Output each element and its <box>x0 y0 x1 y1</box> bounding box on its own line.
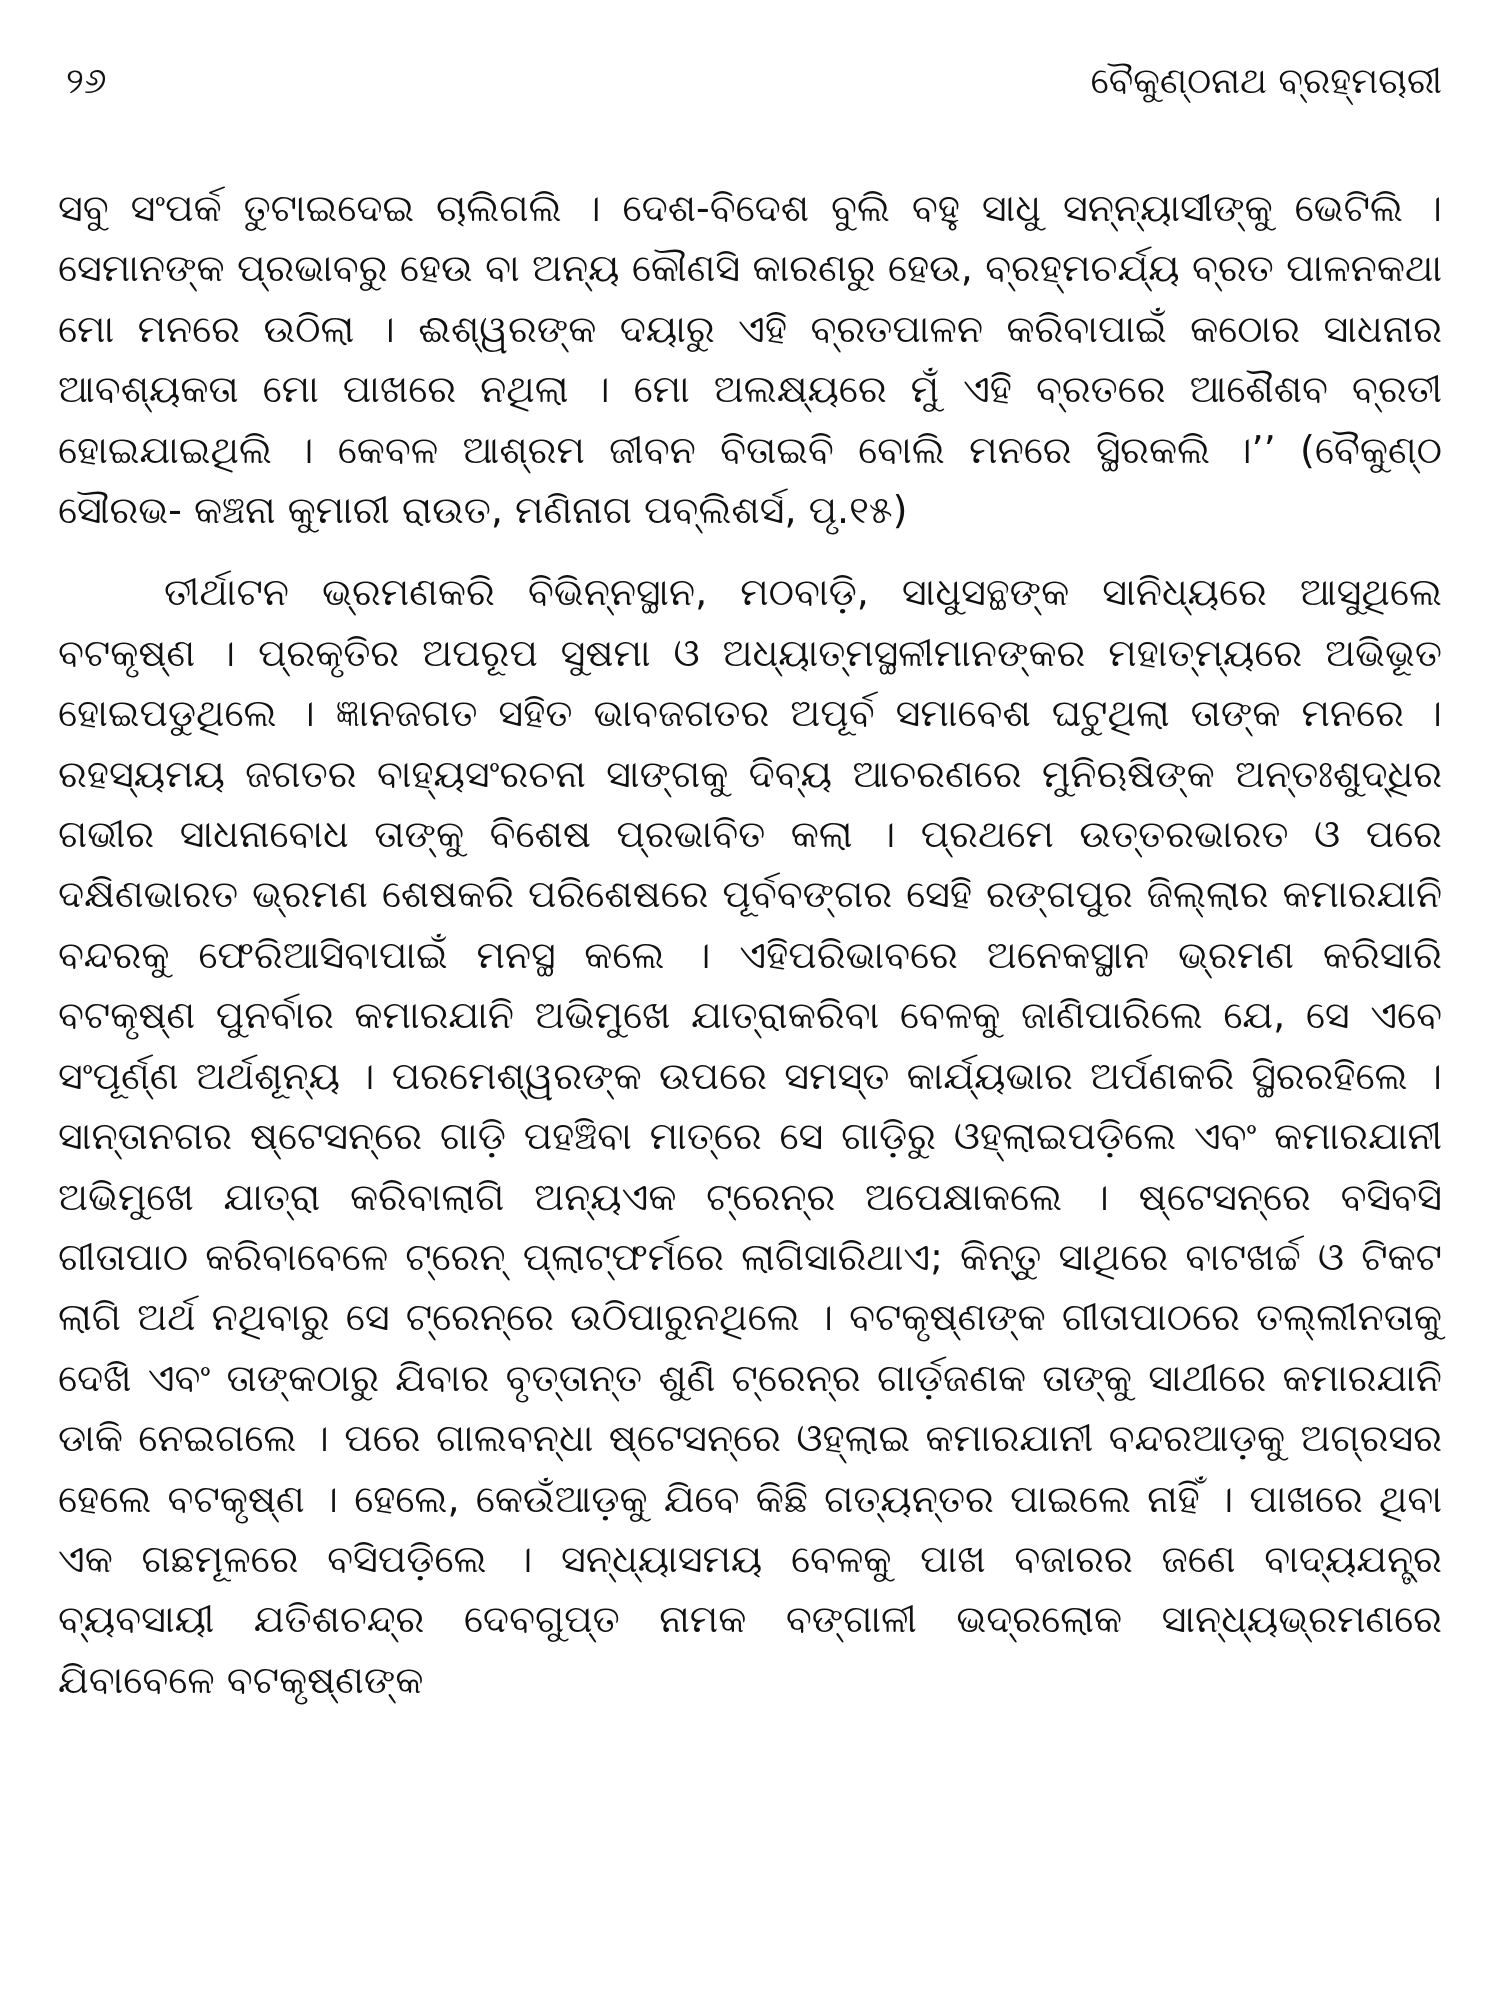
page-number: ୨୬ <box>66 61 107 102</box>
book-title: ବୈକୁଣ୍ଠନାଥ ବ୍ରହ୍ମଚାରୀ <box>1090 61 1442 102</box>
paragraph-pilgrimage: ତୀର୍ଥାଟନ ଭ୍ରମଣକରି ବିଭିନ୍ନସ୍ଥାନ, ମଠବାଡ଼ି, ସାଧୁସନ୍ଥଙ୍କ ସାନିଧ୍ୟରେ ଆସୁଥିଲେ ବଟକୃଷ୍ଣ । ପ୍ରକୃତିର ଅପରୂପ ସୁଷମା ଓ ଅଧ୍ୟାତ୍ମସ୍ଥଳୀମାନଙ୍କର ମହାତ୍ମ୍ୟରେ ଅଭିଭୂତ ହୋଇପଡୁଥିଲେ । ଜ୍ଞାନଜଗତ ସହିତ ଭାବଜଗତର ଅପୂର୍ବ ସମାବେଶ ଘଟୁଥିଲା ତାଙ୍କ ମନରେ । ରହସ୍ୟମୟ ଜଗତର ବାହ୍ୟସଂରଚନା ସାଙ୍ଗକୁ ଦିବ୍ୟ ଆଚରଣରେ ମୁନିଋଷିଙ୍କ ଅନ୍ତଃଶୁଦ୍ଧିର ଗଭୀର ସାଧନାବୋଧ ତାଙ୍କୁ ବିଶେଷ ପ୍ରଭାବିତ କଲା । ପ୍ରଥମେ ଉତ୍ତରଭାରତ ଓ ପରେ ଦକ୍ଷିଣଭାରତ ଭ୍ରମଣ ଶେଷକରି ପରିଶେଷରେ ପୂର୍ବବଙ୍ଗର ସେହି ରଙ୍ଗପୁର ଜିଲ୍ଲାର କମାରଯାନି ବନ୍ଦରକୁ ଫେରିଆସିବାପାଇଁ ମନସ୍ଥ କଲେ । ଏହିପରିଭାବରେ ଅନେକସ୍ଥାନ ଭ୍ରମଣ କରିସାରି ବଟକୃଷ୍ଣ ପୁନର୍ବାର କମାରଯାନି ଅଭିମୁଖେ ଯାତ୍ରାକରିବା ବେଳକୁ ଜାଣିପାରିଲେ ଯେ, ସେ ଏବେ ସଂପୂର୍ଣ୍ଣ ଅର୍ଥଶୂନ୍ୟ । ପରମେଶ୍ୱରଙ୍କ ଉପରେ ସମସ୍ତ କାର୍ଯ୍ୟଭାର ଅର୍ପଣକରି ସ୍ଥିରରହିଲେ । ସାନ୍ତାନଗର ଷ୍ଟେସନ୍‌ରେ ଗାଡ଼ି ପହଞ୍ଚିବା ମାତ୍ରେ ସେ ଗାଡ଼ିରୁ ଓହ୍ଲାଇପଡ଼ିଲେ ଏବଂ କମାରଯାନୀ ଅଭିମୁଖେ ଯାତ୍ରା କରିବାଲାଗି ଅନ୍ୟଏକ ଟ୍ରେନ୍‌ର ଅପେକ୍ଷାକଲେ । ଷ୍ଟେସନ୍‌ରେ ବସିବସି ଗୀତାପାଠ କରିବାବେଳେ ଟ୍ରେନ୍ ପ୍ଲାଟ୍‌ଫର୍ମରେ ଲାଗିସାରିଥାଏ; କିନ୍ତୁ ସାଥିରେ ବାଟଖର୍ଚ୍ଚ ଓ ଟିକଟ ଲାଗି ଅର୍ଥ ନଥିବାରୁ ସେ ଟ୍ରେନ୍‌ରେ ଉଠିପାରୁନଥିଲେ । ବଟକୃଷ୍ଣଙ୍କ ଗୀତାପାଠରେ ତଲ୍ଲୀନତାକୁ ଦେଖି ଏବଂ ତାଙ୍କଠାରୁ ଯିବାର ବୃତ୍ତାନ୍ତ ଶୁଣି ଟ୍ରେନ୍‌ର ଗାର୍ଡ଼ଜଣକ ତାଙ୍କୁ ସାଥୀରେ କମାରଯାନି ଡାକି ନେଇଗଲେ । ପରେ ଗାଲବନ୍ଧା ଷ୍ଟେସନ୍‌ରେ ଓହ୍ଲାଇ କମାରଯାନୀ ବନ୍ଦରଆଡ଼କୁ ଅଗ୍ରସର ହେଲେ ବଟକୃଷ୍ଣ । ହେଲେ, କେଉଁଆଡ଼କୁ ଯିବେ କିଛି ଗତ୍ୟନ୍ତର ପାଇଲେ ନାହିଁ । ପାଖରେ ଥିବା ଏକ ଗଛମୂଳରେ ବସିପଡ଼ିଲେ । ସନ୍ଧ୍ୟାସମୟ ବେଳକୁ ପାଖ ବଜାରର ଜଣେ ବାଦ୍ୟଯନ୍ତ୍ର ବ୍ୟବସାୟୀ ଯତିଶଚନ୍ଦ୍ର ଦେବଗୁପ୍ତ ନାମକ ବଙ୍ଗାଳୀ ଭଦ୍ରଲୋକ ସାନ୍ଧ୍ୟଭ୍ରମଣରେ ଯିବାବେଳେ ବଟକୃଷ୍ଣଙ୍କ <box>58 570 1442 1702</box>
body-text <box>58 178 1442 1710</box>
running-header <box>58 52 1442 112</box>
paragraph-quote-ending: ସବୁ ସଂପର୍କ ତୁଟାଇଦେଇ ଚାଲିଗଲି । ଦେଶ-ବିଦେଶ ବୁଲି ବହୁ ସାଧୁ ସନ୍ନ୍ୟାସୀଙ୍କୁ ଭେଟିଲି । ସେମାନଙ୍କ ପ୍ରଭାବରୁ ହେଉ ବା ଅନ୍ୟ କୌଣସି କାରଣରୁ ହେଉ, ବ୍ରହ୍ମଚର୍ଯ୍ୟ ବ୍ରତ ପାଳନକଥା ମୋ ମନରେ ଉଠିଲା । ଈଶ୍ୱରଙ୍କ ଦୟାରୁ ଏହି ବ୍ରତପାଳନ କରିବାପାଇଁ କଠୋର ସାଧନାର ଆବଶ୍ୟକତା ମୋ ପାଖରେ ନଥିଲା । ମୋ ଅଲକ୍ଷ୍ୟରେ ମୁଁ ଏହି ବ୍ରତରେ ଆଶୈଶବ ବ୍ରତୀ ହୋଇଯାଇଥିଲି । କେବଳ ଆଶ୍ରମ ଜୀବନ ବିତାଇବି ବୋଲି ମନରେ ସ୍ଥିରକଲି ।’’ (ବୈକୁଣ୍ଠ ସୌରଭ- କଞ୍ଚନା କୁମାରୀ ରାଉତ, ମଣିନାଗ ପବ୍ଲିଶର୍ସ, ପୃ.୧୫) <box>58 186 1442 533</box>
